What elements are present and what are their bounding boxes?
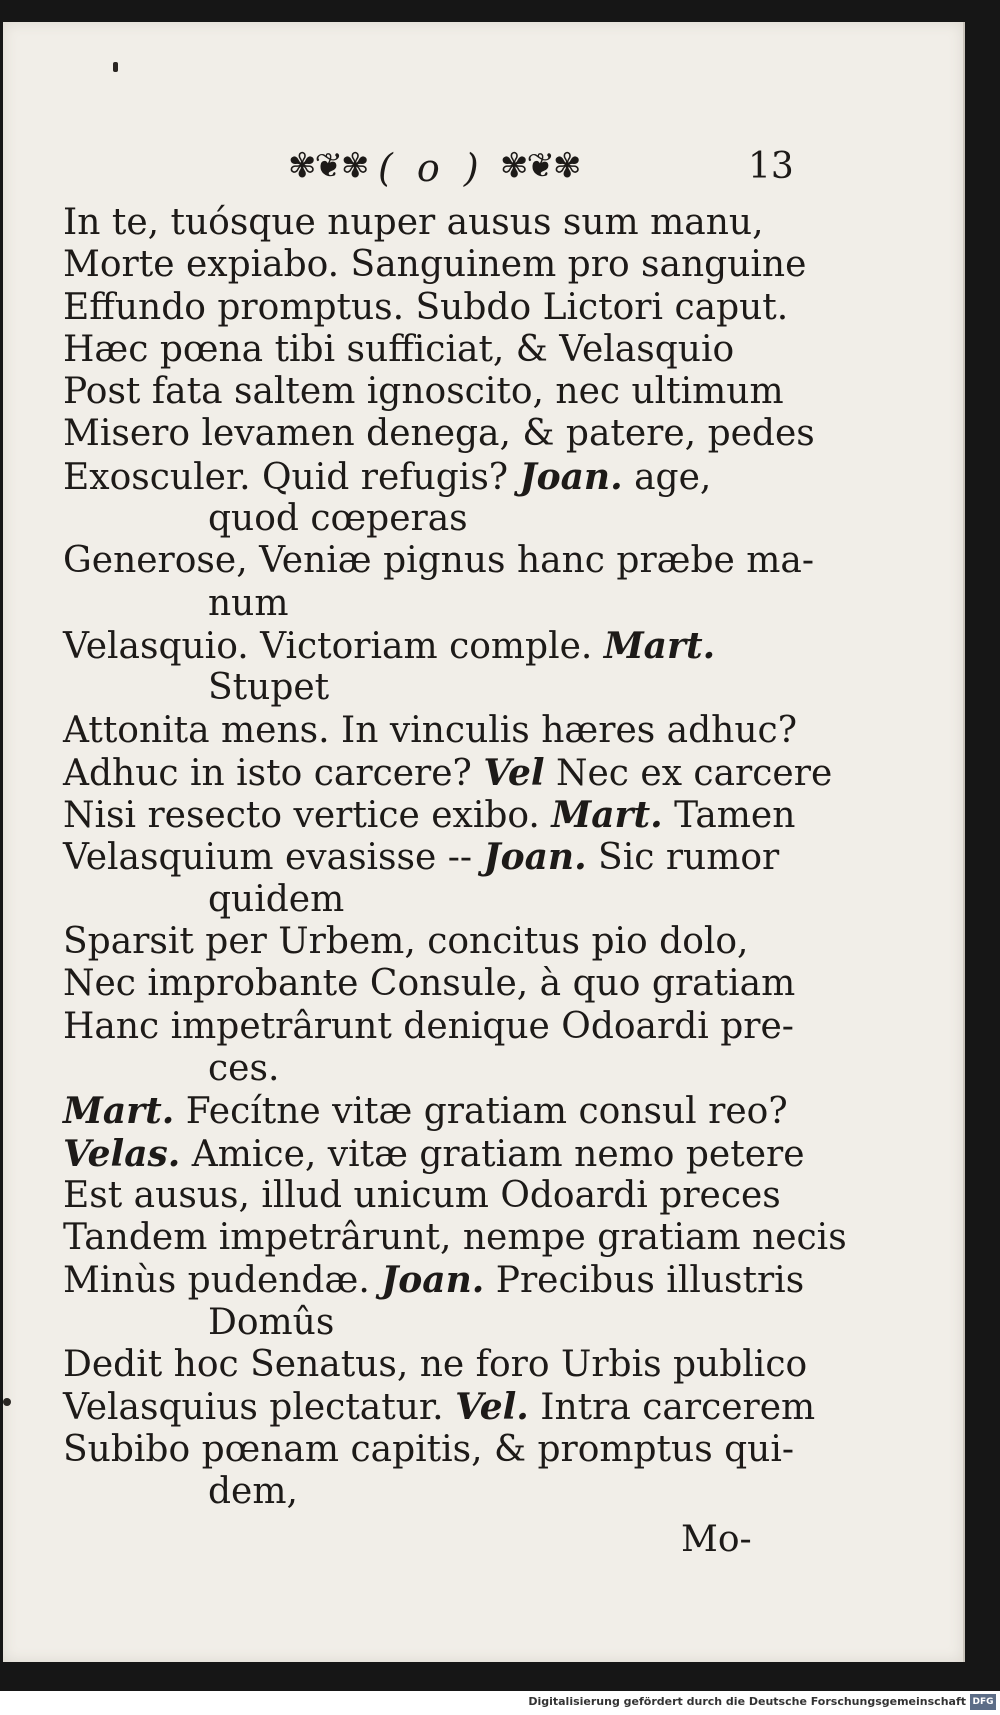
line-text: Sparsit per Urbem, concitus pio dolo,	[63, 921, 749, 963]
text-line	[63, 667, 803, 709]
line-text: Attonita mens. In vinculis hæres adhuc?	[63, 709, 798, 751]
text-line	[63, 413, 815, 455]
line-text: ces.	[208, 1047, 280, 1089]
line-text: Velasquius plectatur.	[63, 1387, 444, 1429]
text-line	[63, 1344, 808, 1386]
text-line	[63, 921, 803, 963]
speaker-name: Mart.	[603, 624, 716, 667]
text-line	[63, 625, 803, 667]
book-page	[3, 22, 965, 1662]
digitization-footer	[0, 1691, 1000, 1715]
footer-credit: Digitalisierung gefördert durch die Deutsche Forschungsgemeinschaft	[528, 1695, 966, 1708]
text-line	[63, 329, 803, 371]
ink-speck	[3, 1398, 11, 1406]
ornament-left-icon: ✾❦✾	[288, 146, 368, 186]
line-text-after: Amice, vitæ gratiam nemo petere	[180, 1133, 805, 1175]
text-line	[63, 456, 803, 498]
line-text: quidem	[208, 878, 345, 920]
line-text: Tandem impetrârunt, nempe gratiam necis	[63, 1217, 847, 1259]
line-text: Morte expiabo. Sanguinem pro sanguine	[63, 244, 807, 286]
text-line	[63, 371, 803, 413]
text-line	[63, 583, 803, 625]
line-text-after: Fecítne vitæ gratiam consul reo?	[174, 1091, 788, 1133]
text-line	[63, 1386, 816, 1429]
page-number: 13	[748, 146, 794, 187]
line-text-after: Nec ex carcere	[544, 752, 833, 794]
line-text: Velasquio. Victoriam comple.	[63, 625, 593, 667]
line-text-after: age,	[622, 456, 712, 498]
line-text: Post fata saltem ignoscito, nec ultimum	[63, 371, 784, 413]
verse-text	[63, 202, 847, 1513]
text-line	[63, 879, 803, 921]
line-text: Velasquium evasisse --	[63, 837, 473, 879]
line-text: Minùs pudendæ.	[63, 1260, 370, 1302]
line-text: dem,	[208, 1470, 298, 1512]
text-line	[63, 202, 803, 244]
line-text-after: Intra carcerem	[528, 1387, 816, 1429]
text-line	[63, 1471, 803, 1513]
text-line	[63, 836, 803, 878]
speaker-name: Joan.	[519, 455, 623, 498]
line-text: Hæc pœna tibi sufficiat, & Velasquio	[63, 328, 735, 370]
text-line	[63, 963, 803, 1005]
catchword: Mo-	[681, 1519, 752, 1560]
text-line	[63, 1133, 803, 1175]
text-line	[63, 710, 803, 752]
text-line	[63, 794, 803, 836]
text-line	[63, 1175, 803, 1217]
text-line	[63, 540, 815, 582]
ornament-right-icon: ✾❦✾	[500, 146, 580, 186]
line-text: Nec improbante Consule, à quo gratiam	[63, 963, 796, 1005]
text-line	[63, 1217, 847, 1259]
line-text: num	[208, 582, 289, 624]
line-text: Subibo pœnam capitis, & promptus qui-	[63, 1428, 795, 1470]
line-text: Domûs	[208, 1301, 335, 1343]
line-text: quod cœperas	[208, 498, 468, 540]
speaker-name: Mart.	[63, 1090, 175, 1133]
speaker-name: Mart.	[551, 794, 663, 837]
text-line	[63, 498, 803, 540]
line-text: Generose, Veniæ pignus hanc præbe ma-	[63, 540, 815, 582]
line-text: Dedit hoc Senatus, ne foro Urbis publico	[63, 1344, 808, 1386]
line-text-after: Precibus illustris	[484, 1260, 805, 1302]
text-line	[63, 1048, 803, 1090]
speaker-name: Velas.	[63, 1132, 181, 1175]
text-line	[63, 1006, 803, 1048]
text-line	[63, 1302, 803, 1344]
line-text-after: Tamen	[662, 795, 796, 837]
line-text: Adhuc in isto carcere?	[63, 752, 472, 794]
signature-mark: ( o )	[378, 146, 485, 190]
line-text: Est ausus, illud unicum Odoardi preces	[63, 1174, 781, 1216]
text-line	[63, 1090, 803, 1132]
line-text: Nisi resecto vertice exibo.	[63, 795, 540, 837]
line-text: Stupet	[208, 667, 330, 709]
speaker-name: Joan.	[381, 1259, 485, 1302]
speaker-name: Vel	[483, 751, 545, 794]
text-line	[63, 1259, 803, 1301]
line-text: Hanc impetrârunt denique Odoardi pre-	[63, 1005, 794, 1047]
line-text-after: Sic rumor	[586, 837, 780, 879]
speaker-name: Vel.	[455, 1386, 529, 1429]
text-line	[63, 751, 833, 794]
ink-speck	[113, 62, 118, 72]
line-text: Exosculer. Quid refugis?	[63, 456, 509, 498]
dfg-logo: DFG	[970, 1694, 996, 1710]
text-line	[63, 1429, 803, 1471]
line-text: In te, tuósque nuper ausus sum manu,	[63, 202, 764, 243]
speaker-name: Joan.	[483, 836, 587, 879]
running-head	[3, 140, 963, 200]
text-line	[63, 287, 803, 329]
text-line	[63, 244, 807, 286]
line-text: Misero levamen denega, & patere, pedes	[63, 413, 815, 455]
line-text: Effundo promptus. Subdo Lictori caput.	[63, 286, 789, 328]
